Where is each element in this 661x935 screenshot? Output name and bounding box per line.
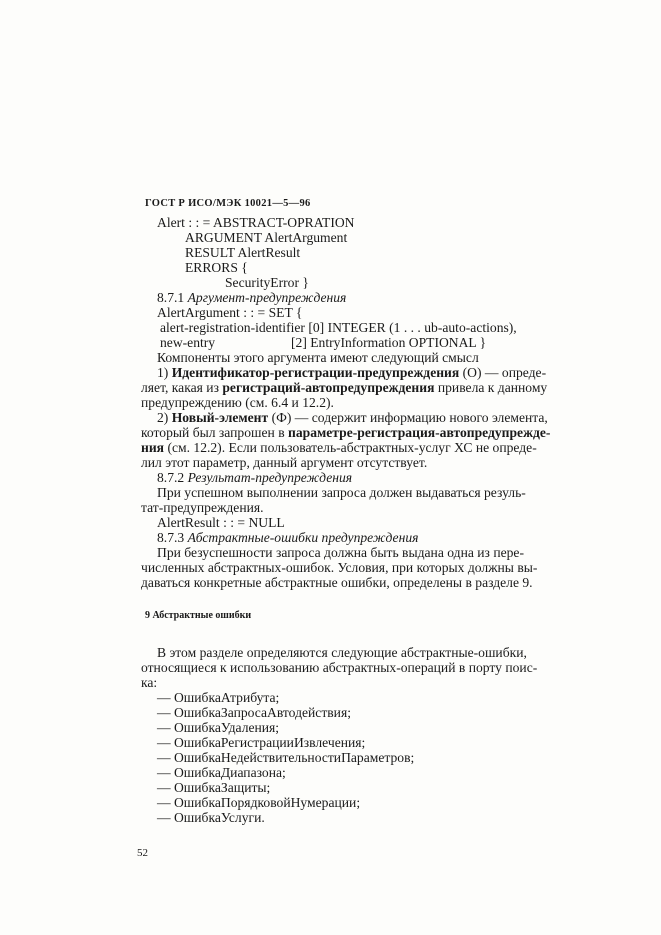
section-number: 8.7.3 <box>157 530 185 545</box>
list-item: — ОшибкаДиапазона; <box>157 765 286 780</box>
section-title: Результат-предупреждения <box>187 470 353 485</box>
code-line: alert-registration-identifier [0] INTEGER (1 . . . ub-auto-actions), <box>160 320 517 335</box>
paragraph-line: даваться конкретные абстрактные ошибки, определены в разделе 9. <box>141 575 533 590</box>
page-header: ГОСТ Р ИСО/МЭК 10021—5—96 <box>145 198 311 209</box>
text: (О) — опреде- <box>462 365 547 380</box>
section-heading-9 <box>145 608 251 623</box>
code-line: Alert : : = ABSTRACT-OPRATION <box>157 215 355 230</box>
paragraph-line: относящиеся к использованию абстрактных-операций в порту поис- <box>141 660 538 675</box>
section-heading-8-7-2 <box>157 470 352 485</box>
code-line: RESULT AlertResult <box>185 245 301 260</box>
section-number: 9 <box>145 610 150 621</box>
paragraph-line: При успешном выполнении запроса должен выдаваться резуль- <box>157 485 526 500</box>
paragraph-line: численных абстрактных-ошибок. Условия, при которых должны вы- <box>141 560 538 575</box>
section-title: Абстрактные-ошибки предупреждения <box>187 530 419 545</box>
paragraph-line <box>157 410 548 425</box>
text: (Ф) — содержит информацию нового элемента, <box>271 410 548 425</box>
text: ляет, какая из <box>141 380 219 395</box>
paragraph-line <box>157 365 547 380</box>
list-item: — ОшибкаЗащиты; <box>157 780 271 795</box>
list-item: — ОшибкаНедействительностиПараметров; <box>157 750 415 765</box>
term: Идентификатор-регистрации-предупреждения <box>171 365 460 380</box>
term: ния <box>141 440 165 455</box>
paragraph-line: лил этот параметр, данный аргумент отсутствует. <box>141 455 428 470</box>
code-line: [2] EntryInformation OPTIONAL } <box>291 335 487 350</box>
text: привела к данному <box>437 380 548 395</box>
paragraph-line: ка: <box>141 675 158 690</box>
list-item: — ОшибкаРегистрацииИзвлечения; <box>157 735 366 750</box>
list-item: — ОшибкаПорядковойНумерации; <box>157 795 361 810</box>
code-line: new-entry <box>160 335 216 350</box>
term: параметре-регистрация-автопредупрежде- <box>288 425 551 440</box>
code-line: ERRORS { <box>185 260 248 275</box>
list-item: — ОшибкаЗапросаАвтодействия; <box>157 705 351 720</box>
code-line: ARGUMENT AlertArgument <box>185 230 348 245</box>
section-title: Абстрактные ошибки <box>152 610 252 621</box>
section-heading-8-7-1 <box>157 290 346 305</box>
term: Новый-элемент <box>171 410 269 425</box>
paragraph-line: предупреждению (см. 6.4 и 12.2). <box>141 395 334 410</box>
page-number: 52 <box>137 847 148 859</box>
code-line: AlertArgument : : = SET { <box>157 305 303 320</box>
paragraph-line <box>141 380 548 395</box>
list-item: — ОшибкаАтрибута; <box>157 690 280 705</box>
list-item: — ОшибкаУдаления; <box>157 720 280 735</box>
item-number: 1) <box>157 365 169 380</box>
item-number: 2) <box>157 410 169 425</box>
code-line: AlertResult : : = NULL <box>157 515 285 530</box>
text: (см. 12.2). Если пользователь-абстрактных-услуг ХС не опреде- <box>167 440 537 455</box>
section-title: Аргумент-предупреждения <box>187 290 347 305</box>
components-line: Компоненты этого аргумента имеют следующий смысл <box>157 350 479 365</box>
section-heading-8-7-3 <box>157 530 418 545</box>
code-line: SecurityError } <box>225 275 309 290</box>
list-item: — ОшибкаУслуги. <box>157 810 265 825</box>
section-number: 8.7.1 <box>157 290 185 305</box>
term: регистраций-автопредупреждения <box>222 380 435 395</box>
text: который был запрошен в <box>141 425 285 440</box>
paragraph-line <box>141 440 537 455</box>
paragraph-line: тат-предупреждения. <box>141 500 264 515</box>
paragraph-line <box>141 425 551 440</box>
paragraph-line: При безуспешности запроса должна быть выдана одна из пере- <box>157 545 524 560</box>
section-number: 8.7.2 <box>157 470 185 485</box>
paragraph-line: В этом разделе определяются следующие абстрактные-ошибки, <box>157 645 527 660</box>
